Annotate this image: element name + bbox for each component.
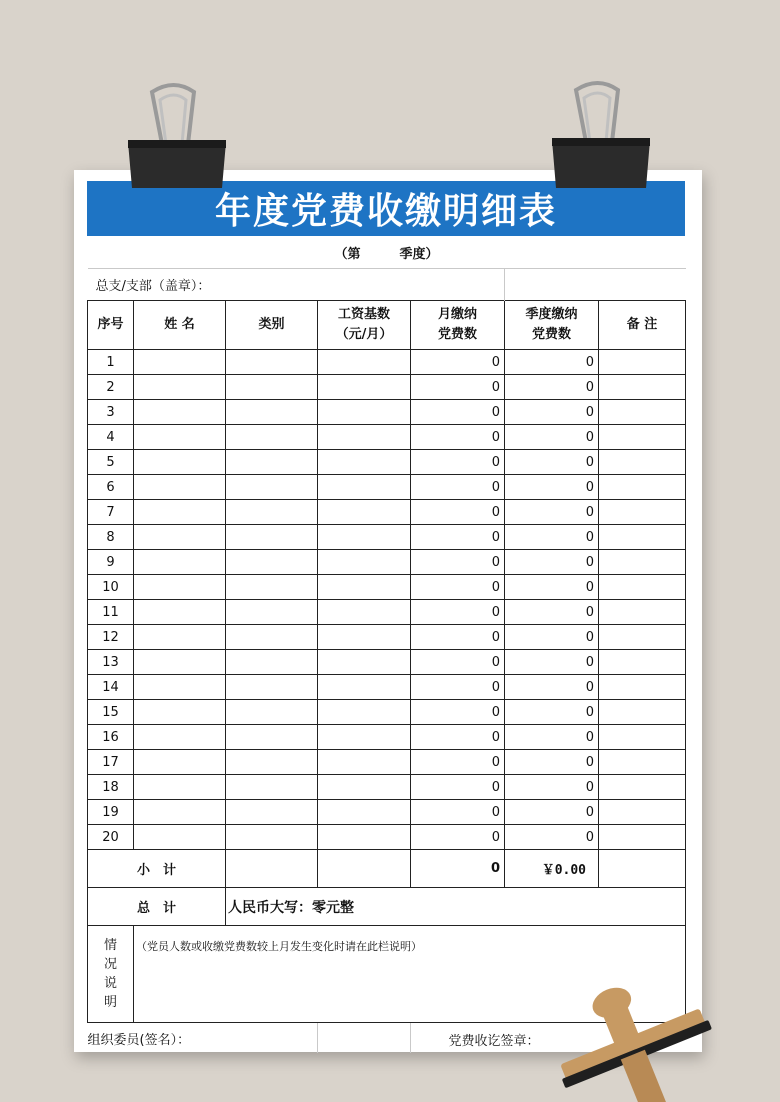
row-monthly-fee: 0 xyxy=(411,650,505,675)
row-name xyxy=(134,675,226,700)
row-category xyxy=(226,675,318,700)
row-index: 11 xyxy=(88,600,134,625)
row-salary-base xyxy=(318,500,411,525)
total-row xyxy=(88,888,686,926)
row-remark xyxy=(599,500,686,525)
subtitle-row xyxy=(88,236,686,269)
row-salary-base xyxy=(318,400,411,425)
row-quarterly-fee: 0 xyxy=(505,425,599,450)
row-remark xyxy=(599,600,686,625)
table-row xyxy=(88,600,686,625)
data-rows xyxy=(88,350,686,850)
committee-signature-label: 组织委员(签名）： xyxy=(87,1032,191,1048)
row-remark xyxy=(599,675,686,700)
row-quarterly-fee: 0 xyxy=(505,550,599,575)
row-index: 9 xyxy=(88,550,134,575)
situation-char-4: 明 xyxy=(103,995,117,1010)
row-monthly-fee: 0 xyxy=(411,350,505,375)
row-index: 5 xyxy=(88,450,134,475)
binder-clip-left-icon xyxy=(122,82,232,194)
situation-char-3: 说 xyxy=(103,976,117,991)
row-quarterly-fee: 0 xyxy=(505,625,599,650)
row-monthly-fee: 0 xyxy=(411,625,505,650)
row-index: 7 xyxy=(88,500,134,525)
row-monthly-fee: 0 xyxy=(411,750,505,775)
row-salary-base xyxy=(318,450,411,475)
row-remark xyxy=(599,700,686,725)
row-category xyxy=(226,725,318,750)
row-category xyxy=(226,400,318,425)
row-salary-base xyxy=(318,425,411,450)
quarter-subtitle: （第 季度） xyxy=(88,236,686,269)
row-remark xyxy=(599,400,686,425)
row-salary-base xyxy=(318,575,411,600)
table-row xyxy=(88,525,686,550)
row-category xyxy=(226,375,318,400)
row-monthly-fee: 0 xyxy=(411,400,505,425)
row-category xyxy=(226,775,318,800)
total-rmb-value: 零元整 xyxy=(312,899,354,916)
header-quarterly-line1: 季度缴纳 xyxy=(525,307,578,322)
row-monthly-fee: 0 xyxy=(411,575,505,600)
row-index: 15 xyxy=(88,700,134,725)
row-salary-base xyxy=(318,375,411,400)
table-row xyxy=(88,450,686,475)
header-monthly-line2: 党费数 xyxy=(437,327,477,342)
row-quarterly-fee: 0 xyxy=(505,750,599,775)
row-quarterly-fee: 0 xyxy=(505,775,599,800)
row-category xyxy=(226,350,318,375)
row-quarterly-fee: 0 xyxy=(505,825,599,850)
row-quarterly-fee: 0 xyxy=(505,650,599,675)
form-area xyxy=(87,181,685,1053)
row-remark xyxy=(599,725,686,750)
row-name xyxy=(134,375,226,400)
row-remark xyxy=(599,425,686,450)
row-name xyxy=(134,700,226,725)
row-salary-base xyxy=(318,825,411,850)
row-remark xyxy=(599,750,686,775)
row-salary-base xyxy=(318,700,411,725)
header-category: 类别 xyxy=(226,301,318,350)
table-row xyxy=(88,675,686,700)
row-monthly-fee: 0 xyxy=(411,500,505,525)
row-quarterly-fee: 0 xyxy=(505,725,599,750)
row-remark xyxy=(599,475,686,500)
total-rmb-cell xyxy=(226,888,686,926)
row-index: 10 xyxy=(88,575,134,600)
row-name xyxy=(134,650,226,675)
row-quarterly-fee: 0 xyxy=(505,700,599,725)
situation-char-1: 情 xyxy=(103,938,117,953)
header-name: 姓 名 xyxy=(134,301,226,350)
table-row xyxy=(88,725,686,750)
row-quarterly-fee: 0 xyxy=(505,400,599,425)
page-title: 年度党费收缴明细表 xyxy=(87,181,685,236)
row-salary-base xyxy=(318,350,411,375)
row-name xyxy=(134,475,226,500)
row-index: 19 xyxy=(88,800,134,825)
row-remark xyxy=(599,800,686,825)
table-row xyxy=(88,800,686,825)
table-row xyxy=(88,500,686,525)
row-name xyxy=(134,750,226,775)
subtotal-row xyxy=(88,850,686,888)
row-category xyxy=(226,825,318,850)
row-category xyxy=(226,475,318,500)
row-index: 18 xyxy=(88,775,134,800)
row-monthly-fee: 0 xyxy=(411,550,505,575)
table-row xyxy=(88,775,686,800)
row-index: 4 xyxy=(88,425,134,450)
row-index: 13 xyxy=(88,650,134,675)
row-monthly-fee: 0 xyxy=(411,775,505,800)
row-category xyxy=(226,450,318,475)
header-monthly-fee xyxy=(411,301,505,350)
situation-hint: （党员人数或收缴党费数较上月发生变化时请在此栏说明） xyxy=(134,926,686,1023)
table-row xyxy=(88,700,686,725)
row-index: 1 xyxy=(88,350,134,375)
fee-table xyxy=(87,236,686,1053)
table-row xyxy=(88,350,686,375)
row-salary-base xyxy=(318,775,411,800)
row-monthly-fee: 0 xyxy=(411,600,505,625)
row-index: 14 xyxy=(88,675,134,700)
subtotal-quarterly: ￥0.00 xyxy=(505,850,599,888)
row-name xyxy=(134,400,226,425)
table-row xyxy=(88,425,686,450)
row-salary-base xyxy=(318,725,411,750)
header-monthly-line1: 月缴纳 xyxy=(437,307,477,322)
rubber-stamp-icon xyxy=(540,985,720,1102)
table-row xyxy=(88,400,686,425)
row-name xyxy=(134,575,226,600)
row-index: 16 xyxy=(88,725,134,750)
row-salary-base xyxy=(318,675,411,700)
row-index: 20 xyxy=(88,825,134,850)
header-quarterly-line2: 党费数 xyxy=(531,327,571,342)
branch-label: 总支/支部（盖章）： xyxy=(88,269,505,301)
header-quarterly-fee xyxy=(505,301,599,350)
row-remark xyxy=(599,550,686,575)
row-salary-base xyxy=(318,800,411,825)
row-name xyxy=(134,500,226,525)
row-name xyxy=(134,725,226,750)
row-name xyxy=(134,775,226,800)
row-quarterly-fee: 0 xyxy=(505,500,599,525)
table-row xyxy=(88,825,686,850)
row-quarterly-fee: 0 xyxy=(505,575,599,600)
row-monthly-fee: 0 xyxy=(411,475,505,500)
header-salary-base-line1: 工资基数 xyxy=(337,307,390,322)
row-remark xyxy=(599,775,686,800)
binder-clip-right-icon xyxy=(548,80,658,192)
situation-label xyxy=(88,926,134,1023)
row-quarterly-fee: 0 xyxy=(505,450,599,475)
header-remark: 备 注 xyxy=(599,301,686,350)
table-row xyxy=(88,625,686,650)
row-name xyxy=(134,525,226,550)
row-index: 17 xyxy=(88,750,134,775)
table-row xyxy=(88,750,686,775)
row-monthly-fee: 0 xyxy=(411,675,505,700)
row-category xyxy=(226,625,318,650)
row-quarterly-fee: 0 xyxy=(505,375,599,400)
row-monthly-fee: 0 xyxy=(411,800,505,825)
row-name xyxy=(134,600,226,625)
subtotal-monthly: 0 xyxy=(411,850,505,888)
row-name xyxy=(134,625,226,650)
subtotal-label: 小 计 xyxy=(88,850,226,888)
row-index: 12 xyxy=(88,625,134,650)
row-monthly-fee: 0 xyxy=(411,725,505,750)
row-quarterly-fee: 0 xyxy=(505,525,599,550)
situation-char-2: 况 xyxy=(103,957,117,972)
row-name xyxy=(134,550,226,575)
row-category xyxy=(226,700,318,725)
collector-signature-text: 党费收讫签章： xyxy=(448,1034,540,1049)
row-quarterly-fee: 0 xyxy=(505,800,599,825)
row-index: 8 xyxy=(88,525,134,550)
header-index: 序号 xyxy=(88,301,134,350)
row-name xyxy=(134,800,226,825)
row-remark xyxy=(599,625,686,650)
row-monthly-fee: 0 xyxy=(411,825,505,850)
row-salary-base xyxy=(318,600,411,625)
row-name xyxy=(134,350,226,375)
row-remark xyxy=(599,650,686,675)
row-monthly-fee: 0 xyxy=(411,700,505,725)
row-remark xyxy=(599,825,686,850)
row-name xyxy=(134,825,226,850)
row-index: 6 xyxy=(88,475,134,500)
row-remark xyxy=(599,350,686,375)
row-monthly-fee: 0 xyxy=(411,525,505,550)
total-rmb-label: 人民币大写： xyxy=(228,899,312,916)
table-row xyxy=(88,550,686,575)
row-quarterly-fee: 0 xyxy=(505,675,599,700)
table-row xyxy=(88,575,686,600)
row-remark xyxy=(599,375,686,400)
table-row xyxy=(88,475,686,500)
row-category xyxy=(226,500,318,525)
row-category xyxy=(226,425,318,450)
row-monthly-fee: 0 xyxy=(411,425,505,450)
row-quarterly-fee: 0 xyxy=(505,600,599,625)
row-monthly-fee: 0 xyxy=(411,450,505,475)
row-remark xyxy=(599,525,686,550)
row-salary-base xyxy=(318,750,411,775)
row-name xyxy=(134,425,226,450)
row-salary-base xyxy=(318,525,411,550)
header-salary-base-line2: （元/月） xyxy=(335,327,393,342)
row-remark xyxy=(599,450,686,475)
table-row xyxy=(88,650,686,675)
row-name xyxy=(134,450,226,475)
header-salary-base xyxy=(318,301,411,350)
row-salary-base xyxy=(318,625,411,650)
row-index: 2 xyxy=(88,375,134,400)
row-index: 3 xyxy=(88,400,134,425)
row-salary-base xyxy=(318,650,411,675)
document-sheet xyxy=(74,170,702,1052)
row-monthly-fee: 0 xyxy=(411,375,505,400)
row-quarterly-fee: 0 xyxy=(505,350,599,375)
row-category xyxy=(226,525,318,550)
row-category xyxy=(226,600,318,625)
row-category xyxy=(226,575,318,600)
row-quarterly-fee: 0 xyxy=(505,475,599,500)
total-label: 总 计 xyxy=(88,888,226,926)
row-salary-base xyxy=(318,475,411,500)
row-remark xyxy=(599,575,686,600)
table-row xyxy=(88,375,686,400)
header-row xyxy=(88,301,686,350)
branch-row xyxy=(88,269,686,301)
row-category xyxy=(226,750,318,775)
row-salary-base xyxy=(318,550,411,575)
row-category xyxy=(226,650,318,675)
branch-seal-cell xyxy=(505,269,686,301)
row-category xyxy=(226,550,318,575)
row-category xyxy=(226,800,318,825)
